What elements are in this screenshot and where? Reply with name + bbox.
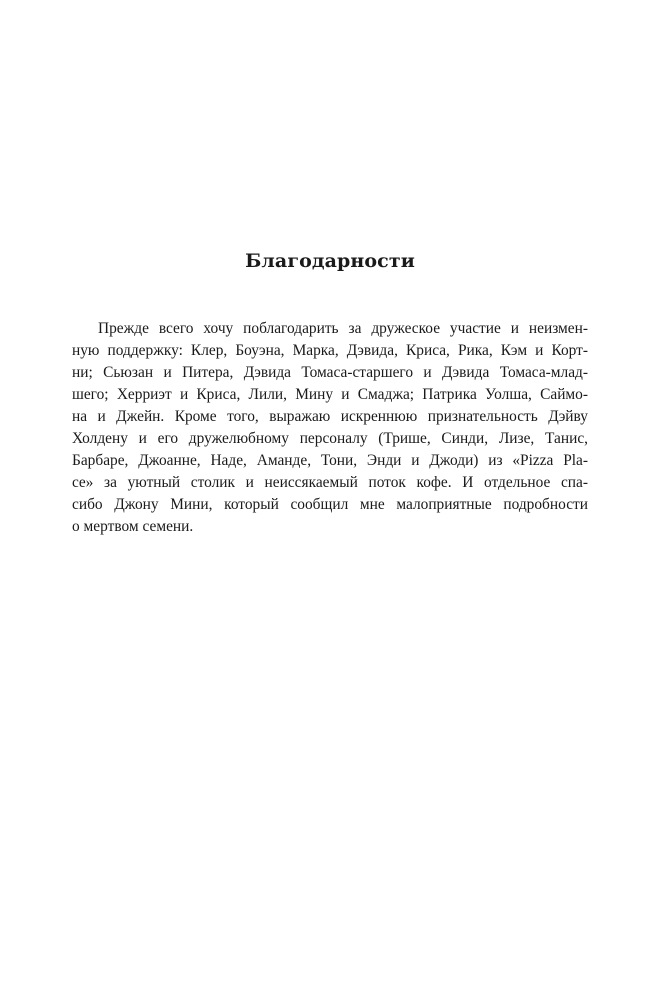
paragraph-line: Барбаре, Джоанне, Наде, Аманде, Тони, Энди и Джоди) из «Pizza Pla-	[72, 452, 588, 469]
page-title: Благодарности	[245, 250, 415, 272]
acknowledgements-paragraph	[72, 318, 588, 538]
paragraph-line: о мертвом семени.	[72, 518, 194, 535]
paragraph-line: сибо Джону Мини, который сообщил мне малоприятные подробности	[72, 496, 588, 513]
paragraph-line: ную поддержку: Клер, Боуэна, Марка, Дэвида, Криса, Рика, Кэм и Корт-	[72, 342, 588, 359]
paragraph-line: Холдену и его дружелюбному персоналу (Трише, Синди, Лизе, Танис,	[72, 430, 588, 447]
paragraph-line: ce» за уютный столик и неиссякаемый поток кофе. И отдельное спа-	[72, 474, 588, 491]
paragraph-line: на и Джейн. Кроме того, выражаю искреннюю признательность Дэйву	[72, 408, 588, 425]
paragraph-line: ни; Сьюзан и Питера, Дэвида Томаса-старшего и Дэвида Томаса-млад-	[72, 364, 588, 381]
paragraph-line: Прежде всего хочу поблагодарить за дружеское участие и неизмен-	[98, 320, 588, 337]
paragraph-line: шего; Херриэт и Криса, Лили, Мину и Смаджа; Патрика Уолша, Саймо-	[72, 386, 588, 403]
